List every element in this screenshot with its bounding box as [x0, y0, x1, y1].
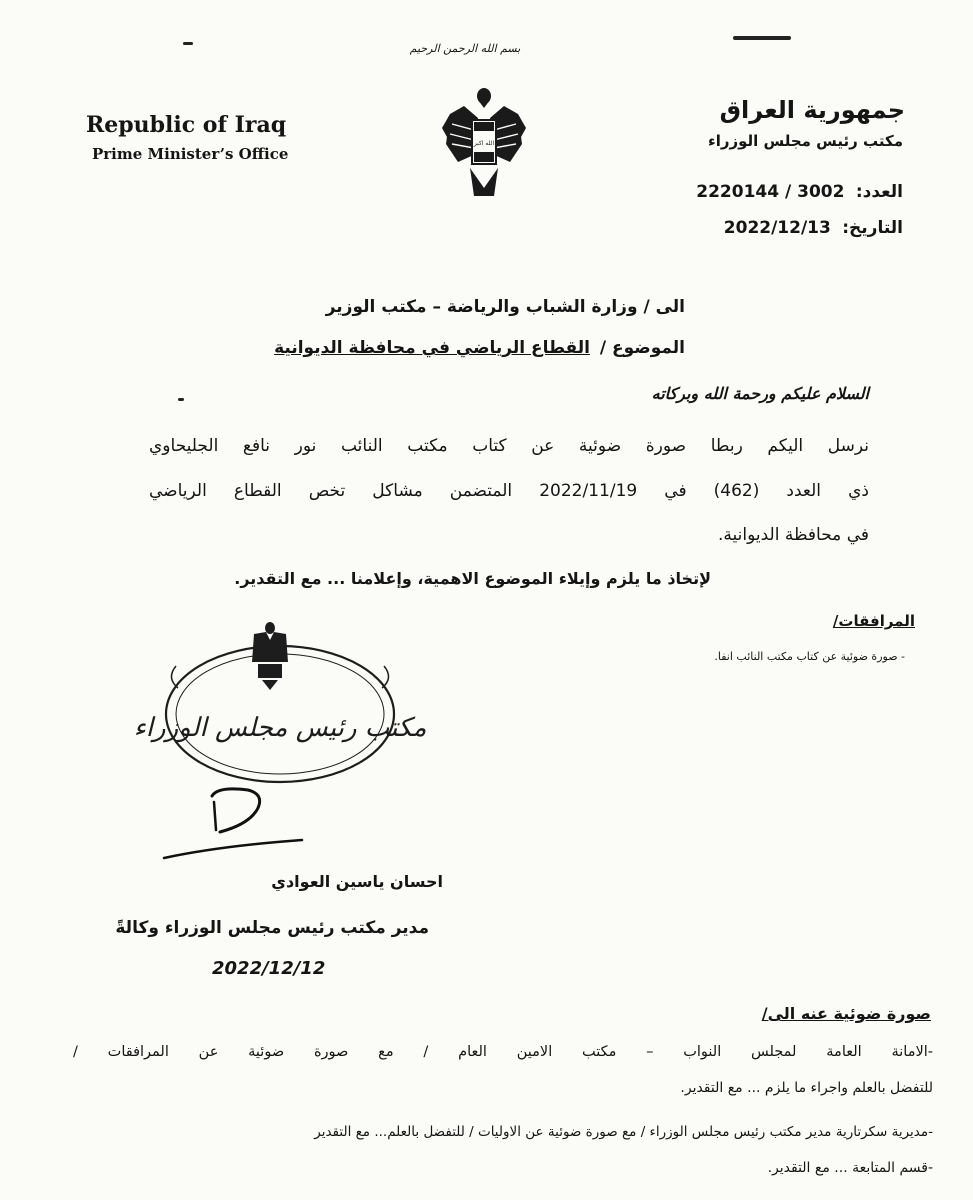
signatory-name: احسان ياسين العوادي: [271, 872, 443, 891]
copies-label: صورة ضوئية عنه الى/: [761, 1004, 931, 1023]
addressee-line: الى / وزارة الشباب والرياضة – مكتب الوزير: [325, 297, 685, 317]
scan-mark: [733, 36, 791, 40]
attachments-label: المرافقات/: [832, 612, 915, 630]
signature-date: 2022/12/12: [212, 958, 326, 979]
body-line-2: ذي العدد (462) في 2022/11/19 المتضمن مشاكل تخص القطاع الرياضي: [149, 481, 869, 501]
signatory-title: مدير مكتب رئيس مجلس الوزراء وكالةً: [115, 918, 429, 938]
copy-item-2: -مديرية سكرتارية مدير مكتب رئيس مجلس الوزراء / مع صورة ضوئية عن الاوليات / للتفضل بالعلم... مع التقدير: [314, 1124, 933, 1140]
attachment-item: - صورة ضوئية عن كتاب مكتب النائب انفا.: [714, 650, 905, 663]
scan-mark: [178, 398, 184, 401]
reference-date-value: 2022/12/13: [723, 218, 831, 238]
signature: [160, 782, 310, 868]
reference-date-row: [643, 218, 903, 238]
subject-text: القطاع الرياضي في محافظة الديوانية: [274, 338, 590, 358]
reference-date-label: التاريخ:: [842, 218, 903, 238]
copy-item-3: -قسم المتابعة ... مع التقدير.: [767, 1160, 933, 1176]
official-seal-stamp: [133, 618, 427, 788]
body-line-3: في محافظة الديوانية.: [718, 525, 869, 545]
closing-line: لإتخاذ ما يلزم وإيلاء الموضوع الاهمية، وإعلامنا ... مع التقدير.: [234, 569, 711, 588]
copy-item-1-cont: للتفضل بالعلم واجراء ما يلزم ... مع التقدير.: [680, 1080, 933, 1096]
office-name-en: Prime Minister’s Office: [92, 145, 289, 163]
office-name-ar: مكتب رئيس مجلس الوزراء: [708, 132, 903, 150]
country-name-en: Republic of Iraq: [86, 112, 287, 138]
reference-number-label: العدد:: [855, 182, 903, 202]
reference-number-value: 2220144 / 3002: [696, 182, 845, 202]
svg-text:الله اكبر: الله اكبر: [473, 140, 495, 147]
greeting: السلام عليكم ورحمة الله وبركاته: [651, 384, 869, 403]
subject-label: الموضوع /: [599, 338, 685, 358]
body-line-1: نرسل اليكم ربطا صورة ضوئية عن كتاب مكتب النائب نور نافع الجليحاوي: [149, 436, 869, 456]
iraq-emblem-icon: [440, 84, 528, 200]
seal-text: مكتب رئيس مجلس الوزراء: [133, 713, 427, 743]
subject-line: [225, 338, 685, 358]
scan-mark: [183, 42, 193, 45]
copy-item-1: -الامانة العامة لمجلس النواب – مكتب الامين العام / مع صورة ضوئية عن المرافقات /: [73, 1044, 933, 1060]
basmala: بسم الله الرحمن الرحيم: [409, 42, 521, 55]
reference-number-row: [643, 182, 903, 202]
country-name-ar: جمهورية العراق: [719, 96, 905, 124]
